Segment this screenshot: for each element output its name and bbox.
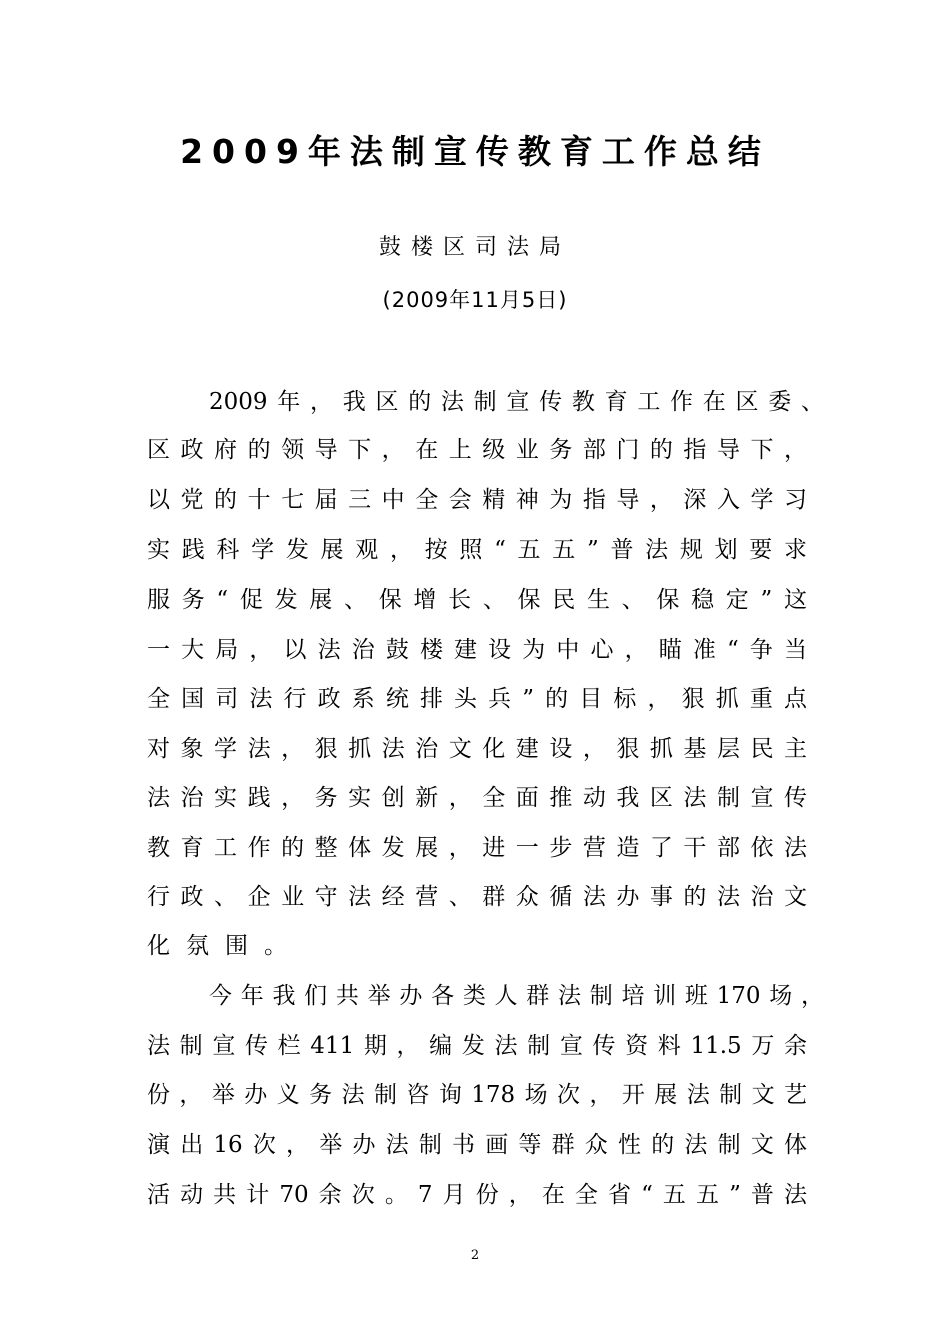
paragraph-1-line: 2009年，我区的法制宣传教育工作在区委、 <box>209 389 824 415</box>
paragraph-2-line: 法制宣传栏411期，编发法制宣传资料11.5万余 <box>147 1033 807 1059</box>
paragraph-1-line: 对象学法，狠抓法治文化建设，狠抓基层民主 <box>147 736 807 762</box>
paragraph-1-line: 教育工作的整体发展，进一步营造了干部依法 <box>147 835 807 861</box>
paragraph-2-line: 份，举办义务法制咨询178场次，开展法制文艺 <box>147 1082 807 1108</box>
document-title: 2009年法制宣传教育工作总结 <box>180 132 770 171</box>
paragraph-2-line: 演出16次，举办法制书画等群众性的法制文体 <box>147 1132 807 1158</box>
paragraph-1-line: 服务“促发展、保增长、保民生、保稳定”这 <box>147 587 807 613</box>
paragraph-1-line: 化氛围。 <box>147 933 303 959</box>
paragraph-1-line: 区政府的领导下，在上级业务部门的指导下， <box>147 437 807 463</box>
paragraph-1-line: 全国司法行政系统排头兵”的目标，狠抓重点 <box>147 686 807 712</box>
paragraph-1-line: 以党的十七届三中全会精神为指导，深入学习 <box>147 487 807 513</box>
document-author: 鼓楼区司法局 <box>378 235 571 260</box>
document-date: (2009年11月5日) <box>382 288 568 312</box>
paragraph-1-line: 行政、企业守法经营、群众循法办事的法治文 <box>147 884 807 910</box>
paragraph-1-line: 一大局，以法治鼓楼建设为中心，瞄准“争当 <box>147 637 807 663</box>
paragraph-2-line: 活动共计70余次。7月份，在全省“五五”普法 <box>147 1182 807 1208</box>
paragraph-1-line: 法治实践，务实创新，全面推动我区法制宣传 <box>147 785 807 811</box>
page-number: 2 <box>470 1248 480 1263</box>
paragraph-2-line: 今年我们共举办各类人群法制培训班170场， <box>209 983 824 1009</box>
paragraph-1-line: 实践科学发展观，按照“五五”普法规划要求 <box>147 537 807 563</box>
